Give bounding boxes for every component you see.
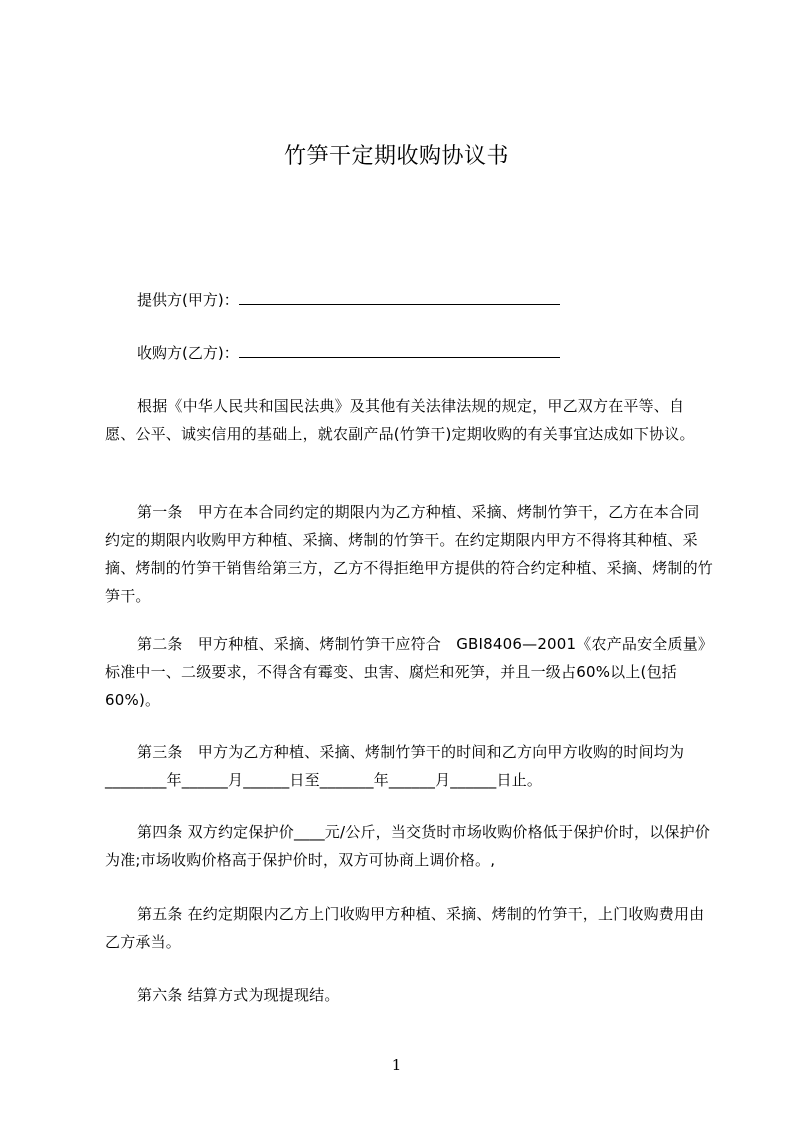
article-6-paragraph: 第六条 结算方式为现提现结。 (137, 986, 340, 1004)
party-b-label: 收购方(乙方)： (137, 344, 239, 362)
article-2-paragraph: 第二条 甲方种植、采摘、烤制竹笋干应符合 GBI8406—2001《农产品安全质量》标准中一、二级要求，不得含有霉变、虫害、腐烂和死笋，并且一级占60%以上(包括60%)。 (105, 635, 706, 709)
party-b-field (137, 342, 560, 364)
article-1-paragraph: 第一条 甲方在本合同约定的期限内为乙方种植、采摘、烤制竹笋干，乙方在本合同约定的期限内收购甲方种植、采摘、烤制的竹笋干。在约定期限内甲方不得将其种植、采摘、烤制的竹笋干销售给第三方，乙方不得拒绝甲方提供的符合约定种植、采摘、烤制的竹笋干。 (105, 503, 714, 605)
document-title: 竹笋干定期收购协议书 (283, 144, 509, 169)
party-b-blank-line (239, 343, 560, 358)
party-a-blank-line (239, 290, 560, 305)
party-a-label: 提供方(甲方)： (137, 291, 239, 309)
article-4-paragraph: 第四条 双方约定保护价____元/公斤，当交货时市场收购价格低于保护价时，以保护价为准;市场收购价格高于保护价时，双方可协商上调价格。, (105, 823, 711, 869)
article-3-paragraph: 第三条 甲方为乙方种植、采摘、烤制竹笋干的时间和乙方向甲方收购的时间均为________年______月______日至_______年______月______日止。 (105, 743, 685, 789)
article-5-paragraph: 第五条 在约定期限内乙方上门收购甲方种植、采摘、烤制的竹笋干，上门收购费用由乙方承当。 (105, 905, 705, 951)
party-a-field (137, 289, 560, 311)
preamble-paragraph: 根据《中华人民共和国民法典》及其他有关法律法规的规定，甲乙双方在平等、自愿、公平、诚实信用的基础上，就农副产品(竹笋干)定期收购的有关事宜达成如下协议。 (105, 397, 695, 443)
page-number: 1 (391, 1056, 402, 1074)
